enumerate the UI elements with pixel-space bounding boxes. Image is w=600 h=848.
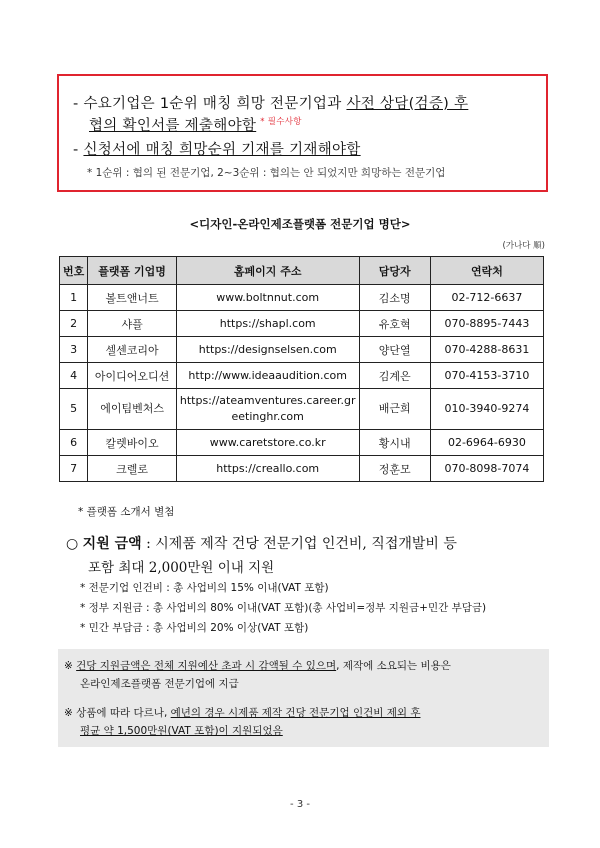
notice-line-4: * 1순위 : 협의 된 전문기업, 2~3순위 : 협의는 안 되었지만 희망하는 전문기업 bbox=[87, 167, 446, 179]
cell-contact: 황시내 bbox=[359, 430, 430, 456]
cell-no: 7 bbox=[60, 456, 88, 482]
cell-no: 1 bbox=[60, 285, 88, 311]
table-row bbox=[60, 456, 544, 482]
attachment-note: * 플랫폼 소개서 별첨 bbox=[78, 506, 175, 518]
support-item: * 민간 부담금 : 총 사업비의 20% 이상(VAT 포함) bbox=[80, 622, 309, 634]
cell-url: www.caretstore.co.kr bbox=[176, 430, 359, 456]
note-1-line-1: ※ 건당 지원금액은 전체 지원예산 초과 시 감액될 수 있으며, 제작에 소요되는 비용은 bbox=[64, 660, 451, 672]
table-row bbox=[60, 285, 544, 311]
header-url: 홈페이지 주소 bbox=[176, 257, 359, 285]
support-amount-line-2: 포함 최대 2,000만원 이내 지원 bbox=[88, 560, 275, 576]
cell-no: 6 bbox=[60, 430, 88, 456]
cell-company: 크렐로 bbox=[88, 456, 177, 482]
note-1-line-2: 온라인제조플랫폼 전문기업에 지급 bbox=[80, 678, 239, 690]
cell-contact: 배근희 bbox=[359, 389, 430, 430]
cell-url: https://shapl.com bbox=[176, 311, 359, 337]
notice-box bbox=[57, 74, 548, 192]
company-table bbox=[59, 256, 544, 482]
circle-bullet-icon: ○ bbox=[66, 536, 79, 552]
cell-contact: 김소명 bbox=[359, 285, 430, 311]
header-company: 플랫폼 기업명 bbox=[88, 257, 177, 285]
cell-no: 4 bbox=[60, 363, 88, 389]
cell-url-line-2: eetinghr.com bbox=[231, 410, 304, 423]
order-note: (가나다 順) bbox=[502, 241, 545, 251]
table-row bbox=[60, 389, 544, 430]
notice-line-1: - 수요기업은 1순위 매칭 희망 전문기업과 사전 상담(검증) 후 bbox=[73, 96, 469, 112]
support-amount-line-1 bbox=[66, 533, 457, 553]
table-header-row bbox=[60, 257, 544, 285]
cell-phone: 070-4288-8631 bbox=[430, 337, 543, 363]
cell-phone: 02-6964-6930 bbox=[430, 430, 543, 456]
support-desc: : 시제품 제작 건당 전문기업 인건비, 직접개발비 등 bbox=[141, 536, 457, 552]
support-item: * 정부 지원금 : 총 사업비의 80% 이내(VAT 포함)(총 사업비=정부 지원금+민간 부담금) bbox=[80, 602, 487, 614]
header-contact: 담당자 bbox=[359, 257, 430, 285]
page-number: - 3 - bbox=[290, 799, 310, 810]
cell-contact: 정훈모 bbox=[359, 456, 430, 482]
support-heading: 지원 금액 bbox=[82, 536, 142, 552]
cell-url bbox=[176, 389, 359, 430]
cell-company: 셀센코리아 bbox=[88, 337, 177, 363]
cell-contact: 김계은 bbox=[359, 363, 430, 389]
table-row bbox=[60, 311, 544, 337]
cell-url-line-1: https://ateamventures.career.gr bbox=[179, 394, 356, 407]
cell-no: 2 bbox=[60, 311, 88, 337]
table-row bbox=[60, 430, 544, 456]
notice-line-3: - 신청서에 매칭 희망순위 기재를 기재해야함 bbox=[73, 142, 361, 158]
cell-url: http://www.ideaaudition.com bbox=[176, 363, 359, 389]
header-phone: 연락처 bbox=[430, 257, 543, 285]
cell-no: 3 bbox=[60, 337, 88, 363]
table-row bbox=[60, 337, 544, 363]
cell-url: www.boltnnut.com bbox=[176, 285, 359, 311]
cell-url: https://designselsen.com bbox=[176, 337, 359, 363]
cell-company: 볼트앤너트 bbox=[88, 285, 177, 311]
notice-line-2: 협의 확인서를 제출해야함 $^{* 필수사항}$ bbox=[89, 117, 302, 134]
cell-no: 5 bbox=[60, 389, 88, 430]
support-item: * 전문기업 인건비 : 총 사업비의 15% 이내(VAT 포함) bbox=[80, 582, 329, 594]
cell-contact: 유호혁 bbox=[359, 311, 430, 337]
header-no: 번호 bbox=[60, 257, 88, 285]
cell-phone: 070-8098-7074 bbox=[430, 456, 543, 482]
list-title: <디자인-온라인제조플랫폼 전문기업 명단> bbox=[189, 217, 411, 231]
cell-phone: 070-8895-7443 bbox=[430, 311, 543, 337]
cell-phone: 010-3940-9274 bbox=[430, 389, 543, 430]
cell-contact: 양단열 bbox=[359, 337, 430, 363]
note-2-line-2: 평균 약 1,500만원(VAT 포함)이 지원되었음 bbox=[80, 725, 283, 737]
cell-url: https://creallo.com bbox=[176, 456, 359, 482]
table-row bbox=[60, 363, 544, 389]
cell-company: 샤플 bbox=[88, 311, 177, 337]
notes-box bbox=[58, 649, 549, 747]
note-2-line-1: ※ 상품에 따라 다르나, 예년의 경우 시제품 제작 건당 전문기업 인건비 제외 후 bbox=[64, 707, 421, 719]
cell-company: 에이팀벤처스 bbox=[88, 389, 177, 430]
cell-company: 칼렛바이오 bbox=[88, 430, 177, 456]
cell-phone: 02-712-6637 bbox=[430, 285, 543, 311]
cell-phone: 070-4153-3710 bbox=[430, 363, 543, 389]
required-tag: * 필수사항 bbox=[260, 117, 302, 128]
cell-company: 아이디어오디션 bbox=[88, 363, 177, 389]
